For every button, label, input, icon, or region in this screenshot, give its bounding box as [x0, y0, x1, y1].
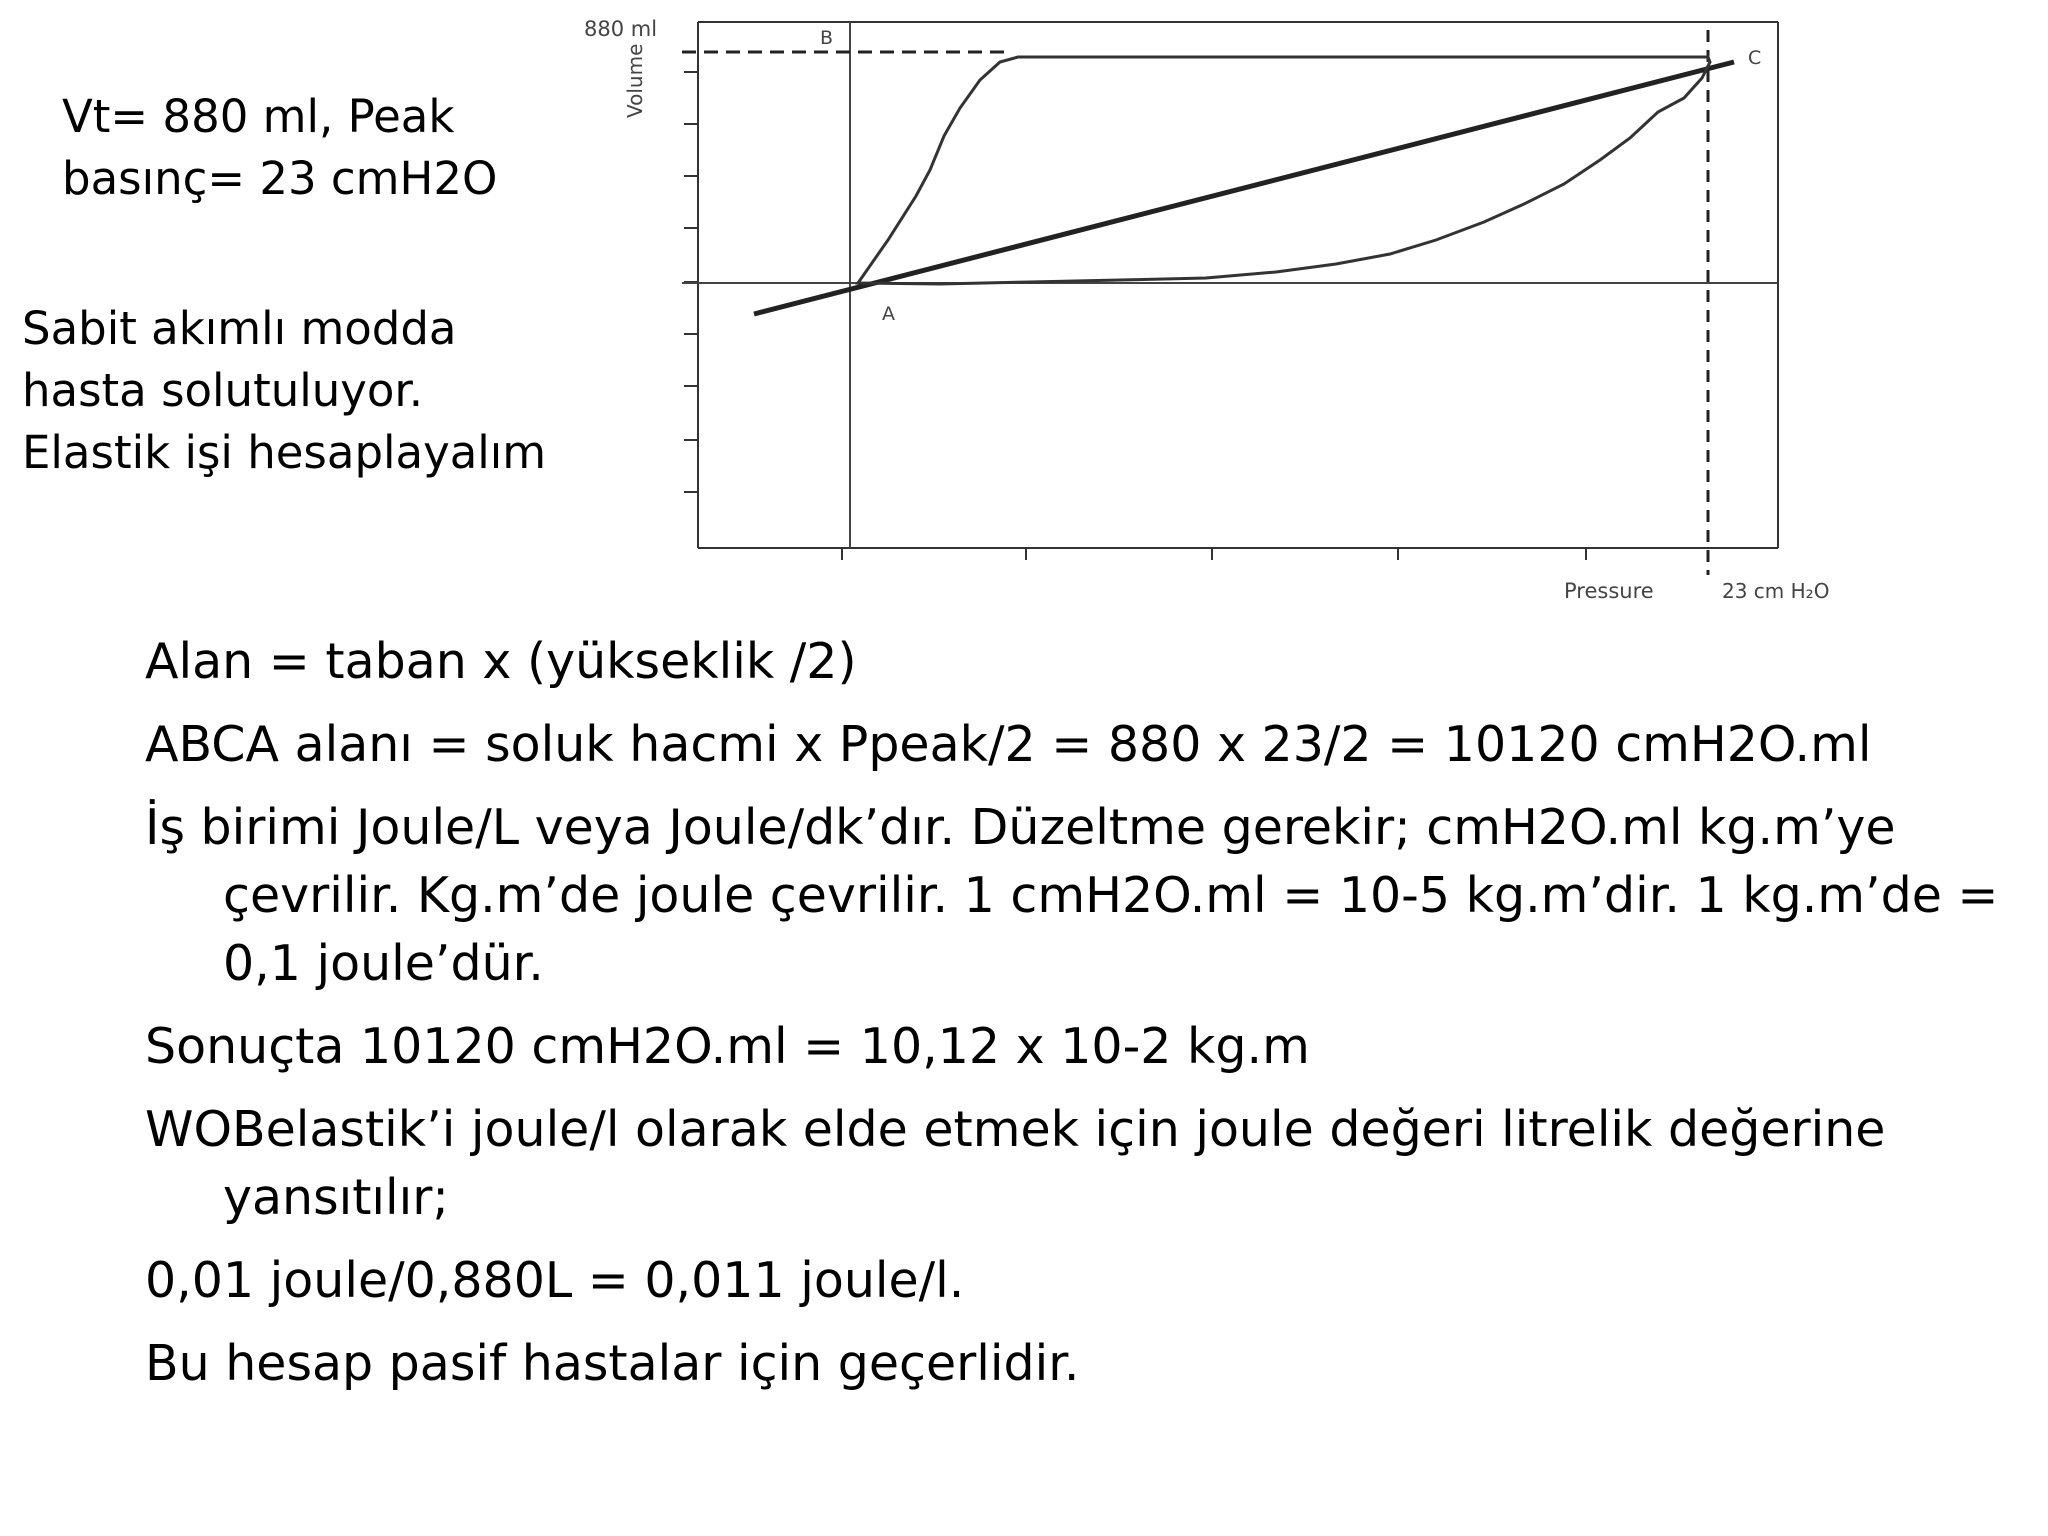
calculation-text — [145, 628, 2005, 1413]
wob-elastic-note: WOBelastik’i joule/l olarak elde etmek için joule değeri litrelik değerine yansıtılır; — [145, 1101, 1886, 1226]
passive-patient-note: Bu hesap pasif hastalar için geçerlidir. — [145, 1335, 1080, 1392]
pressure-volume-loop — [858, 57, 1710, 284]
unit-conversion-note: İş birimi Joule/L veya Joule/dk’dır. Düzeltme gerekir; cmH2O.ml kg.m’ye çevrilir. Kg.m’de joule çevrilir. 1 cmH2O.ml = 10-5 kg.m’dir. 1 kg.m’de = 0,1 joule’dür. — [145, 799, 1999, 992]
y-top-label: 880 ml — [584, 17, 658, 41]
task-note: Sabit akımlı modda hasta solutuluyor. Elastik işi hesaplayalım — [22, 302, 547, 479]
result-kgm: Sonuçta 10120 cmH2O.ml = 10,12 x 10-2 kg.m — [145, 1018, 1310, 1075]
x-axis-ticks — [842, 548, 1586, 560]
abca-area-calc: ABCA alanı = soluk hacmi x Ppeak/2 = 880 x 23/2 = 10120 cmH2O.ml — [145, 716, 1872, 773]
point-a-label: A — [882, 303, 895, 325]
result-joule-per-liter: 0,01 joule/0,880L = 0,011 joule/l. — [145, 1252, 965, 1309]
x-peak-label: 23 cm H₂O — [1722, 579, 1830, 603]
x-axis-label: Pressure — [1564, 579, 1654, 603]
point-b-label: B — [820, 27, 834, 49]
given-values-note: Vt= 880 ml, Peak basınç= 23 cmH2O — [62, 90, 498, 205]
area-formula: Alan = taban x (yükseklik /2) — [145, 633, 857, 690]
point-c-label: C — [1748, 47, 1762, 69]
y-axis-label: Volume — [623, 43, 647, 118]
pressure-volume-graph — [560, 0, 1860, 630]
